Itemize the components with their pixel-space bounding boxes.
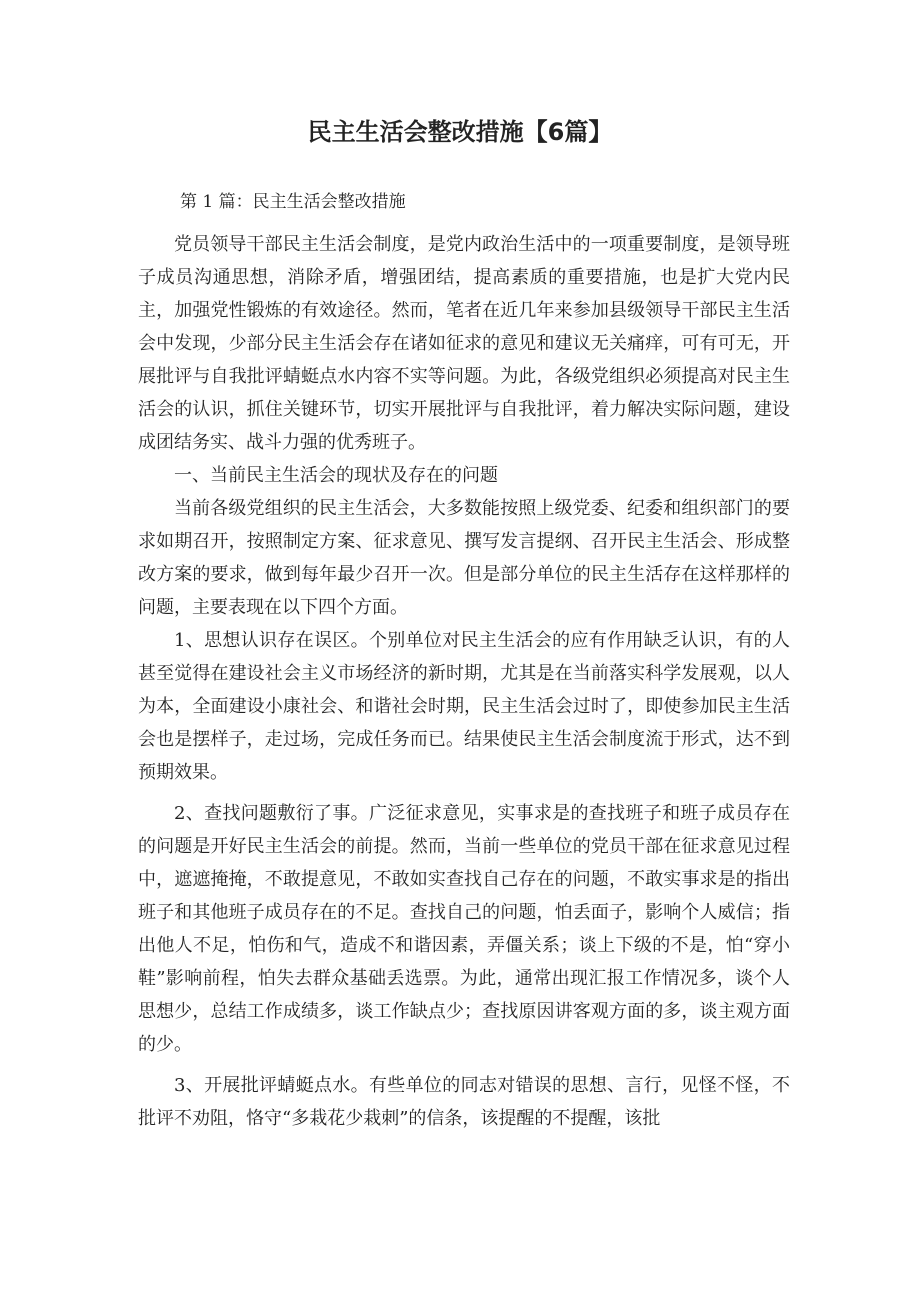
paragraph-point-2: 2、查找问题敷衍了事。广泛征求意见，实事求是的查找班子和班子成员存在的问题是开好民主生活会的前提。然而，当前一些单位的党员干部在征求意见过程中，遮遮掩掩，不敢提意见，不敢如实查找自己存在的问题，不敢实事求是的指出班子和其他班子成员存在的不足。查找自己的问题，怕丢面子，影响个人威信；指出他人不足，怕伤和气，造成不和谐因素，弄僵关系；谈上下级的不是，怕“穿小鞋”影响前程，怕失去群众基础丢选票。为此，通常出现汇报工作情况多，谈个人思想少，总结工作成绩多，谈工作缺点少；查找原因讲客观方面的多，谈主观方面的少。: [138, 803, 790, 1055]
section-heading: 一、当前民主生活会的现状及存在的问题: [174, 465, 498, 486]
document-title: 民主生活会整改措施【6篇】: [307, 118, 613, 146]
paragraph-intro: 党员领导干部民主生活会制度，是党内政治生活中的一项重要制度，是领导班子成员沟通思想，消除矛盾，增强团结，提高素质的重要措施，也是扩大党内民主，加强党性锻炼的有效途径。然而，笔者在近几年来参加县级领导干部民主生活会中发现，少部分民主生活会存在诸如征求的意见和建议无关痛痒，可有可无，开展批评与自我批评蜻蜓点水内容不实等问题。为此，各级党组织必须提高对民主生活会的认识，抓住关键环节，切实开展批评与自我批评，着力解决实际问题，建设成团结务实、战斗力强的优秀班子。: [138, 234, 790, 453]
document-subtitle: 第 1 篇：民主生活会整改措施: [180, 192, 406, 212]
document-body: [138, 228, 790, 1135]
paragraph-point-1: 1、思想认识存在误区。个别单位对民主生活会的应有作用缺乏认识，有的人甚至觉得在建设社会主义市场经济的新时期，尤其是在当前落实科学发展观，以人为本，全面建设小康社会、和谐社会时期，民主生活会过时了，即使参加民主生活会也是摆样子，走过场，完成任务而已。结果使民主生活会制度流于形式，达不到预期效果。: [138, 630, 790, 783]
paragraph-point-3: 3、开展批评蜻蜓点水。有些单位的同志对错误的思想、言行，见怪不怪，不批评不劝阻，恪守“多栽花少栽刺”的信条，该提醒的不提醒，该批: [138, 1075, 790, 1129]
paragraph-current-status: 当前各级党组织的民主生活会，大多数能按照上级党委、纪委和组织部门的要求如期召开，按照制定方案、征求意见、撰写发言提纲、召开民主生活会、形成整改方案的要求，做到每年最少召开一次。但是部分单位的民主生活存在这样那样的问题，主要表现在以下四个方面。: [138, 498, 790, 618]
